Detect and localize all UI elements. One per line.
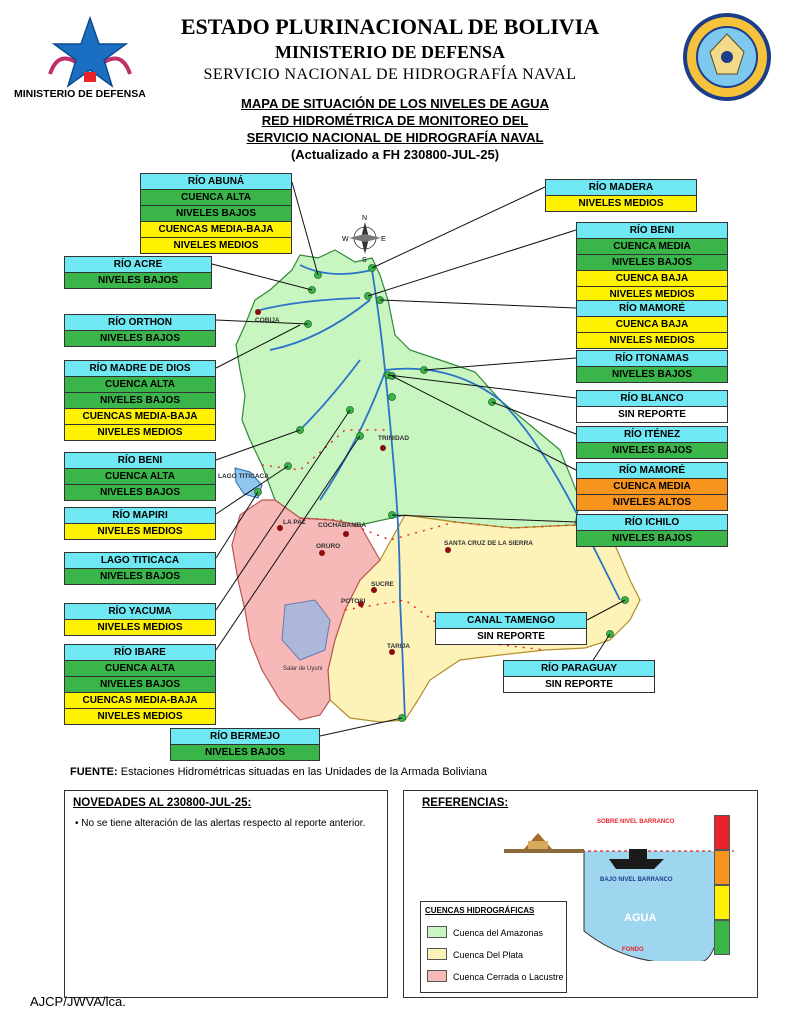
agua-label: AGUA bbox=[624, 912, 657, 924]
station-name: RÍO MADERA bbox=[546, 180, 696, 195]
compass-s: S bbox=[362, 257, 367, 264]
ministry-logo-text: MINISTERIO DE DEFENSA bbox=[14, 88, 146, 100]
station-rio-madera bbox=[545, 179, 697, 212]
basin-mid: CUENCA MEDIA bbox=[577, 238, 727, 254]
label-sucre: SUCRE bbox=[371, 581, 394, 588]
level-low: NIVELES BAJOS bbox=[65, 676, 215, 692]
label-santa-cruz: SANTA CRUZ DE LA SIERRA bbox=[444, 540, 533, 547]
basin-upper: CUENCA ALTA bbox=[65, 660, 215, 676]
label-cochabamba: COCHABAMBA bbox=[318, 522, 367, 529]
level-low: NIVELES BAJOS bbox=[577, 366, 727, 382]
ministry-name: MINISTERIO DE DEFENSA bbox=[274, 42, 506, 62]
service-name: SERVICIO NACIONAL DE HIDROGRAFÍA NAVAL bbox=[203, 66, 577, 83]
level-mid: NIVELES MEDIOS bbox=[577, 332, 727, 348]
station-rio-itenez bbox=[576, 426, 728, 459]
station-rio-ibare bbox=[64, 644, 216, 725]
level-mid: NIVELES MEDIOS bbox=[577, 286, 727, 302]
station-name: RÍO ABUNÁ bbox=[141, 174, 291, 189]
legend-swatch-amazon bbox=[427, 926, 447, 938]
level-low: NIVELES BAJOS bbox=[577, 254, 727, 270]
level-low: NIVELES BAJOS bbox=[577, 442, 727, 458]
station-name: RÍO MAPIRI bbox=[65, 508, 215, 523]
alert-scale bbox=[714, 815, 730, 955]
station-name: RÍO YACUMA bbox=[65, 604, 215, 619]
station-name: RÍO ACRE bbox=[65, 257, 211, 272]
sobre-label: SOBRE NIVEL BARRANCO bbox=[597, 819, 675, 825]
station-name: RÍO MADRE DE DIOS bbox=[65, 361, 215, 376]
level-mid: NIVELES MEDIOS bbox=[65, 523, 215, 539]
station-lago-titicaca bbox=[64, 552, 216, 585]
referencias-panel bbox=[403, 790, 758, 998]
level-low: NIVELES BAJOS bbox=[65, 484, 215, 500]
basin-mid-low: CUENCAS MEDIA-BAJA bbox=[65, 692, 215, 708]
station-rio-yacuma bbox=[64, 603, 216, 636]
legend-title: CUENCAS HIDROGRÁFICAS bbox=[425, 906, 535, 915]
level-mid: NIVELES MEDIOS bbox=[141, 237, 291, 253]
station-rio-madre-de-dios bbox=[64, 360, 216, 441]
station-name: RÍO BLANCO bbox=[577, 391, 727, 406]
source-text: Estaciones Hidrométricas situadas en las Unidades de la Armada Boliviana bbox=[120, 766, 487, 778]
alert-orange bbox=[714, 850, 730, 885]
station-name: RÍO MAMORÉ bbox=[577, 463, 727, 478]
fondo-label: FONDO bbox=[622, 947, 644, 953]
alert-red bbox=[714, 815, 730, 850]
page-title: ESTADO PLURINACIONAL DE BOLIVIA bbox=[180, 14, 600, 39]
compass-e: E bbox=[381, 236, 386, 243]
basin-upper: CUENCA ALTA bbox=[65, 468, 215, 484]
station-rio-ichilo bbox=[576, 514, 728, 547]
label-salar: Salar de Uyuni bbox=[283, 666, 323, 672]
alert-green bbox=[714, 920, 730, 955]
station-rio-acre bbox=[64, 256, 212, 289]
label-la-paz: LA PAZ bbox=[283, 519, 306, 526]
legend-amazon: Cuenca del Amazonas bbox=[453, 928, 544, 938]
station-name: RÍO ORTHON bbox=[65, 315, 215, 330]
label-cobija: COBIJA bbox=[255, 317, 280, 324]
basins-legend bbox=[420, 901, 567, 993]
level-mid: NIVELES MEDIOS bbox=[65, 708, 215, 724]
level-low: NIVELES BAJOS bbox=[65, 568, 215, 584]
station-name: RÍO ITÉNEZ bbox=[577, 427, 727, 442]
basin-low: CUENCA BAJA bbox=[577, 270, 727, 286]
legend-lacustre: Cuenca Cerrada o Lacustre bbox=[453, 972, 564, 982]
map-subtitle-line1: MAPA DE SITUACIÓN DE LOS NIVELES DE AGUA bbox=[241, 96, 549, 111]
level-low: NIVELES BAJOS bbox=[65, 392, 215, 408]
station-rio-paraguay bbox=[503, 660, 655, 693]
station-name: RÍO BERMEJO bbox=[171, 729, 319, 744]
basin-mid-low: CUENCAS MEDIA-BAJA bbox=[65, 408, 215, 424]
no-report: SIN REPORTE bbox=[436, 628, 586, 644]
novedades-item bbox=[75, 817, 375, 830]
compass-rose-icon bbox=[349, 222, 381, 254]
label-tarija: TARIJA bbox=[387, 643, 410, 650]
compass-n: N bbox=[362, 215, 368, 222]
basin-upper: CUENCA ALTA bbox=[65, 376, 215, 392]
level-mid: NIVELES MEDIOS bbox=[65, 619, 215, 635]
level-low: NIVELES BAJOS bbox=[65, 272, 211, 288]
referencias-title: REFERENCIAS: bbox=[422, 797, 509, 809]
station-name: RÍO ICHILO bbox=[577, 515, 727, 530]
label-oruro: ORURO bbox=[316, 543, 341, 550]
source-note bbox=[70, 766, 487, 778]
station-rio-mamore-middle bbox=[576, 462, 728, 511]
updated-date: (Actualizado a FH 230800-JUL-25) bbox=[290, 147, 500, 162]
level-mid: NIVELES MEDIOS bbox=[65, 424, 215, 440]
station-name: RÍO PARAGUAY bbox=[504, 661, 654, 676]
level-low: NIVELES BAJOS bbox=[65, 330, 215, 346]
label-lago-titicaca: LAGO TITICACA bbox=[218, 473, 269, 480]
basin-mid-low: CUENCAS MEDIA-BAJA bbox=[141, 221, 291, 237]
map-subtitle-line2: RED HIDROMÉTRICA DE MONITOREO DEL bbox=[261, 113, 529, 128]
station-rio-blanco bbox=[576, 390, 728, 423]
station-name: CANAL TAMENGO bbox=[436, 613, 586, 628]
label-potosi: POTOSI bbox=[341, 598, 366, 605]
map-subtitle-line3: SERVICIO NACIONAL DE HIDROGRAFÍA NAVAL bbox=[246, 130, 544, 145]
basin-low: CUENCA BAJA bbox=[577, 316, 727, 332]
basin-upper: CUENCA ALTA bbox=[141, 189, 291, 205]
station-rio-itonamas bbox=[576, 350, 728, 383]
compass-w: W bbox=[342, 236, 349, 243]
alert-yellow bbox=[714, 885, 730, 920]
novedades-text: No se tiene alteración de las alertas respecto al reporte anterior. bbox=[81, 818, 366, 829]
no-report: SIN REPORTE bbox=[577, 406, 727, 422]
station-rio-beni-right bbox=[576, 222, 728, 303]
level-low: NIVELES BAJOS bbox=[141, 205, 291, 221]
station-rio-abuna bbox=[140, 173, 292, 254]
signature: AJCP/JWVA/lca. bbox=[30, 994, 126, 1009]
station-name: RÍO BENI bbox=[65, 453, 215, 468]
bullet-icon: • bbox=[75, 818, 79, 829]
station-rio-orthon bbox=[64, 314, 216, 347]
station-name: RÍO IBARE bbox=[65, 645, 215, 660]
station-rio-mapiri bbox=[64, 507, 216, 540]
station-rio-mamore-lower bbox=[576, 300, 728, 349]
legend-swatch-lacustre bbox=[427, 970, 447, 982]
label-trinidad: TRINIDAD bbox=[378, 435, 410, 442]
station-rio-beni-left bbox=[64, 452, 216, 501]
station-name: LAGO TITICACA bbox=[65, 553, 215, 568]
source-label: FUENTE: bbox=[70, 766, 118, 778]
level-high: NIVELES ALTOS bbox=[577, 494, 727, 510]
basin-mid: CUENCA MEDIA bbox=[577, 478, 727, 494]
level-low: NIVELES BAJOS bbox=[577, 530, 727, 546]
novedades-title: NOVEDADES AL 230800-JUL-25: bbox=[73, 797, 252, 809]
station-canal-tamengo bbox=[435, 612, 587, 645]
level-low: NIVELES BAJOS bbox=[171, 744, 319, 760]
novedades-panel bbox=[64, 790, 388, 998]
station-name: RÍO MAMORÉ bbox=[577, 301, 727, 316]
legend-plata: Cuenca Del Plata bbox=[453, 950, 524, 960]
no-report: SIN REPORTE bbox=[504, 676, 654, 692]
station-name: RÍO BENI bbox=[577, 223, 727, 238]
station-rio-bermejo bbox=[170, 728, 320, 761]
bajo-label: BAJO NIVEL BARRANCO bbox=[600, 877, 673, 883]
level-mid: NIVELES MEDIOS bbox=[546, 195, 696, 211]
legend-swatch-plata bbox=[427, 948, 447, 960]
station-name: RÍO ITONAMAS bbox=[577, 351, 727, 366]
